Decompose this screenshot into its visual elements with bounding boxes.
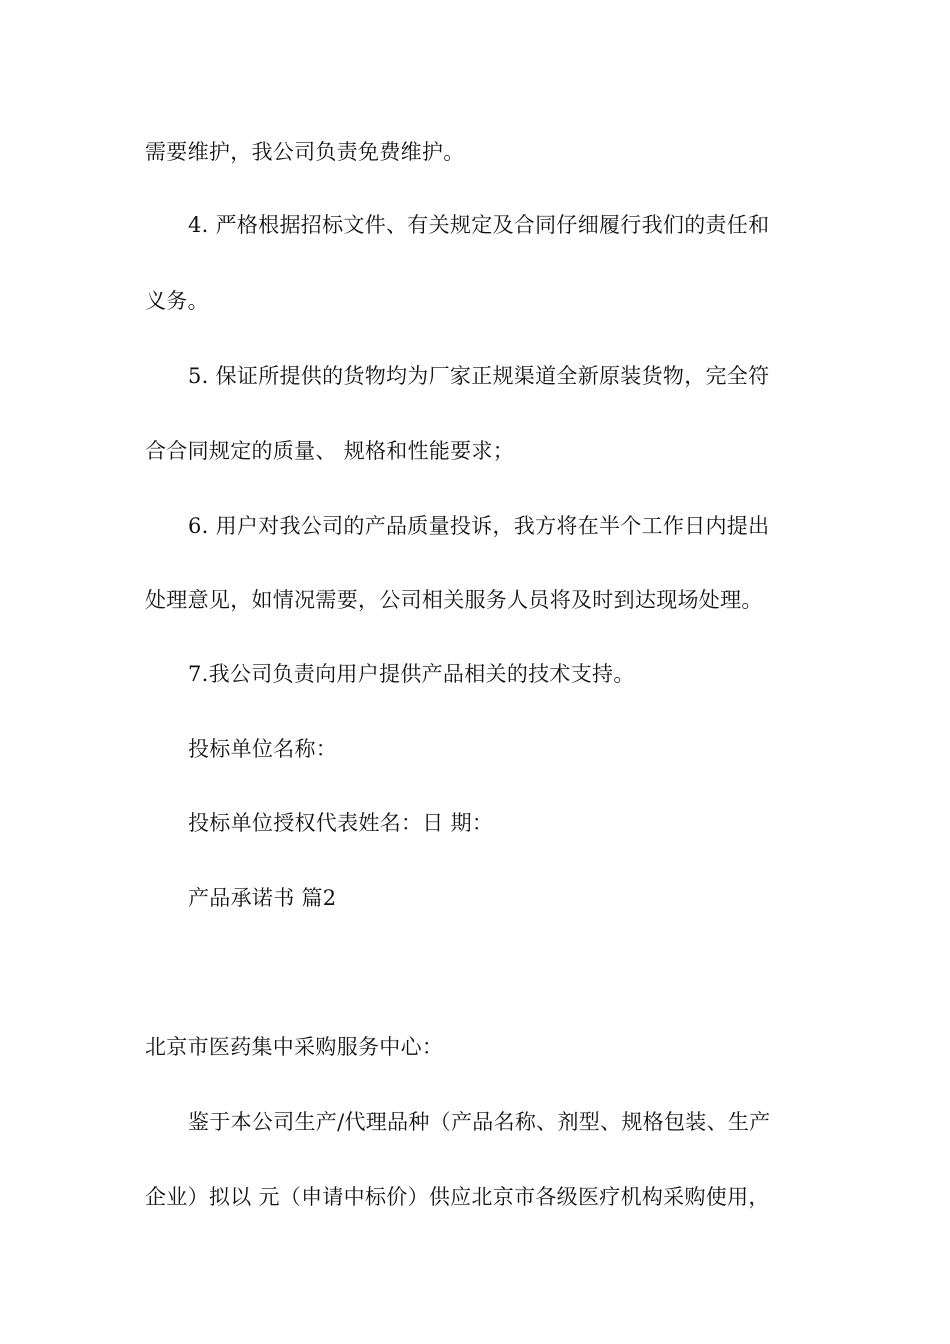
paragraph-line: 5. 保证所提供的货物均为厂家正规渠道全新原装货物，完全符: [188, 364, 770, 388]
paragraph-line: 鉴于本公司生产/代理品种（产品名称、剂型、规格包装、生产: [188, 1110, 771, 1134]
addressee-line: 北京市医药集中采购服务中心：: [145, 1035, 444, 1059]
paragraph-line: 7.我公司负责向用户提供产品相关的技术支持。: [188, 662, 635, 686]
paragraph-line: 4. 严格根据招标文件、有关规定及合同仔细履行我们的责任和: [188, 213, 770, 237]
paragraph-line: 合合同规定的质量、 规格和性能要求；: [145, 439, 515, 463]
field-label-bidder-name: 投标单位名称：: [188, 737, 338, 761]
paragraph-line: 义务。: [145, 289, 209, 313]
paragraph-line: 需要维护，我公司负责免费维护。: [145, 140, 465, 164]
section-heading: 产品承诺书 篇2: [188, 886, 337, 910]
paragraph-line: 处理意见，如情况需要，公司相关服务人员将及时到达现场处理。: [145, 588, 763, 612]
paragraph-line: 6. 用户对我公司的产品质量投诉，我方将在半个工作日内提出: [188, 514, 770, 538]
paragraph-line: 企业）拟以 元（申请中标价）供应北京市各级医疗机构采购使用，: [145, 1185, 770, 1209]
field-label-representative-date: 投标单位授权代表姓名：日 期：: [188, 811, 494, 835]
